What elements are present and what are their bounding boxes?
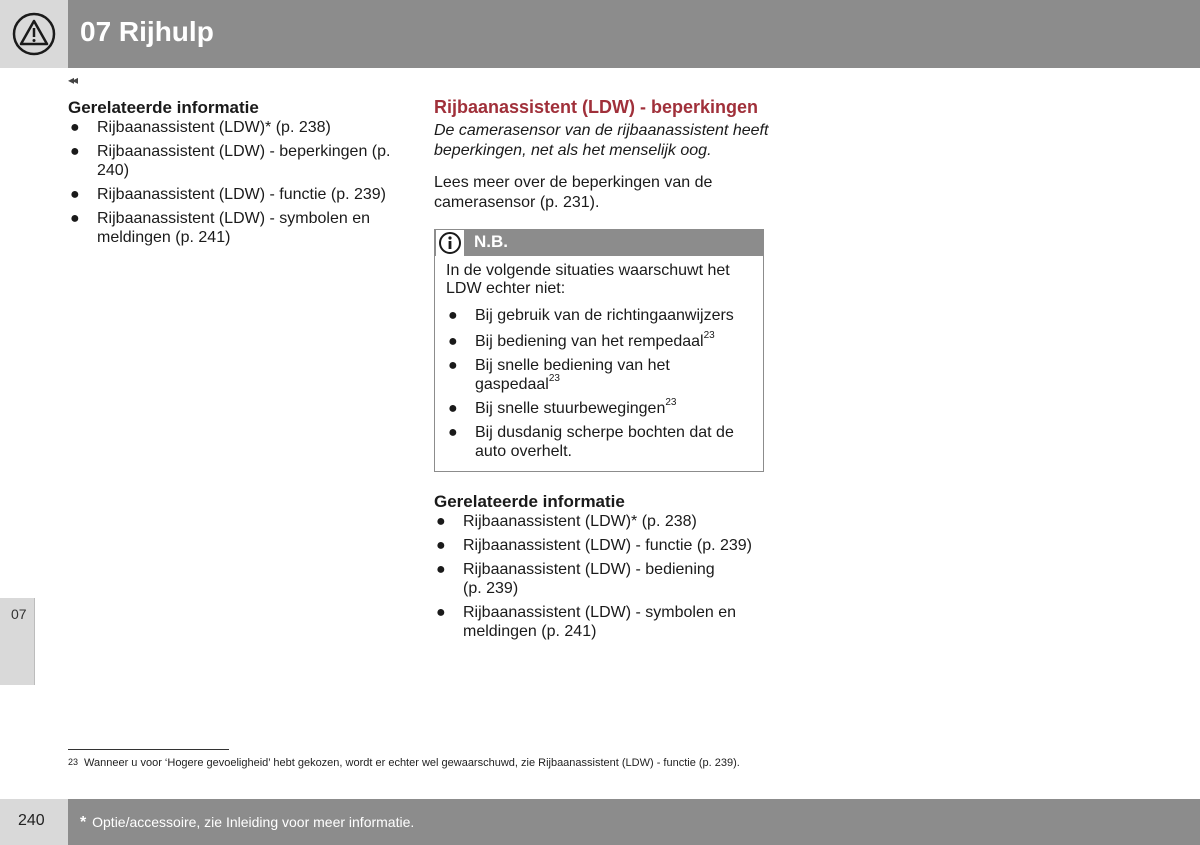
related-info-list-left: [68, 118, 398, 252]
list-item[interactable]: ● Rijbaanassistent (LDW) - bediening (p. 239): [436, 561, 715, 597]
chapter-title: 07 Rijhulp: [80, 16, 214, 47]
bullet-icon: ●: [436, 561, 446, 578]
list-item[interactable]: ● Rijbaanassistent (LDW) - functie (p. 239): [70, 186, 386, 203]
bullet-icon: ●: [70, 186, 80, 203]
page-number: 240: [18, 812, 45, 829]
footnote-rule: [68, 749, 229, 750]
footer-note-text: Optie/accessoire, zie Inleiding voor meer informatie.: [92, 814, 415, 830]
note-text: In de volgende situaties waarschuwt het LDW echter niet:: [446, 262, 730, 297]
list-item: ● Bij snelle stuurbewegingen$^{23}$: [448, 396, 677, 417]
info-icon: [436, 230, 464, 256]
bullet-icon: ●: [448, 333, 458, 350]
bullet-icon: ●: [70, 119, 80, 136]
footnote-ref[interactable]: 23: [665, 396, 677, 408]
list-item: ● Bij bediening van het rempedaal$^{23}$: [448, 329, 715, 350]
list-item[interactable]: ● Rijbaanassistent (LDW) - symbolen en meldingen (p. 241): [436, 604, 736, 640]
related-info-list-right: [434, 512, 769, 646]
list-item[interactable]: ● Rijbaanassistent (LDW) - symbolen en meldingen (p. 241): [70, 210, 370, 246]
asterisk-icon: *: [80, 814, 87, 831]
related-info-heading-left: Gerelateerde informatie: [68, 98, 259, 117]
list-item[interactable]: ● Rijbaanassistent (LDW) - functie (p. 239): [436, 537, 752, 554]
list-item: ● Bij snelle bediening van het gaspedaal$^{23}$: [448, 357, 670, 393]
footer-note: [80, 812, 414, 833]
section-title: Rijbaanassistent (LDW) - beperkingen: [434, 97, 759, 117]
intro-body: Lees meer over de beperkingen van de camerasensor (p. 231).: [434, 174, 713, 211]
bullet-icon: ●: [436, 537, 446, 554]
list-item: ● Bij dusdanig scherpe bochten dat de auto overhelt.: [448, 424, 734, 460]
warning-triangle-icon: [12, 12, 56, 56]
footnote-text: Wanneer u voor ‘Hogere gevoeligheid’ hebt gekozen, wordt er echter wel gewaarschuwd, zie Rijbaanassistent (LDW) - functie (p. 239).: [84, 757, 740, 769]
chapter-side-tab-label: 07: [11, 606, 27, 622]
list-item[interactable]: ● Rijbaanassistent (LDW) - beperkingen (p. 240): [70, 143, 391, 179]
footnote: [68, 755, 740, 770]
list-item[interactable]: ● Rijbaanassistent (LDW)* (p. 238): [70, 119, 331, 136]
bullet-icon: ●: [436, 513, 446, 530]
note-list: [446, 306, 756, 461]
bullet-icon: ●: [448, 357, 458, 374]
list-item: ● Bij gebruik van de richtingaanwijzers: [448, 307, 734, 324]
note-title: N.B.: [474, 232, 508, 251]
bullet-icon: ●: [436, 604, 446, 621]
bullet-icon: ●: [448, 400, 458, 417]
intro-italic: De camerasensor van de rijbaanassistent heeft beperkingen, net als het menselijk oog.: [434, 122, 769, 159]
related-info-heading-right: Gerelateerde informatie: [434, 492, 625, 511]
footnote-ref[interactable]: 23: [548, 372, 560, 384]
bullet-icon: ●: [70, 210, 80, 227]
bullet-icon: ●: [70, 143, 80, 160]
bullet-icon: ●: [448, 424, 458, 441]
previous-page-arrows-icon[interactable]: ◂◂: [68, 73, 77, 87]
bullet-icon: ●: [448, 307, 458, 324]
footnote-number: 23: [68, 757, 79, 767]
header-bar: [68, 0, 1200, 68]
footnote-ref[interactable]: 23: [703, 329, 715, 341]
list-item[interactable]: ● Rijbaanassistent (LDW)* (p. 238): [436, 513, 697, 530]
